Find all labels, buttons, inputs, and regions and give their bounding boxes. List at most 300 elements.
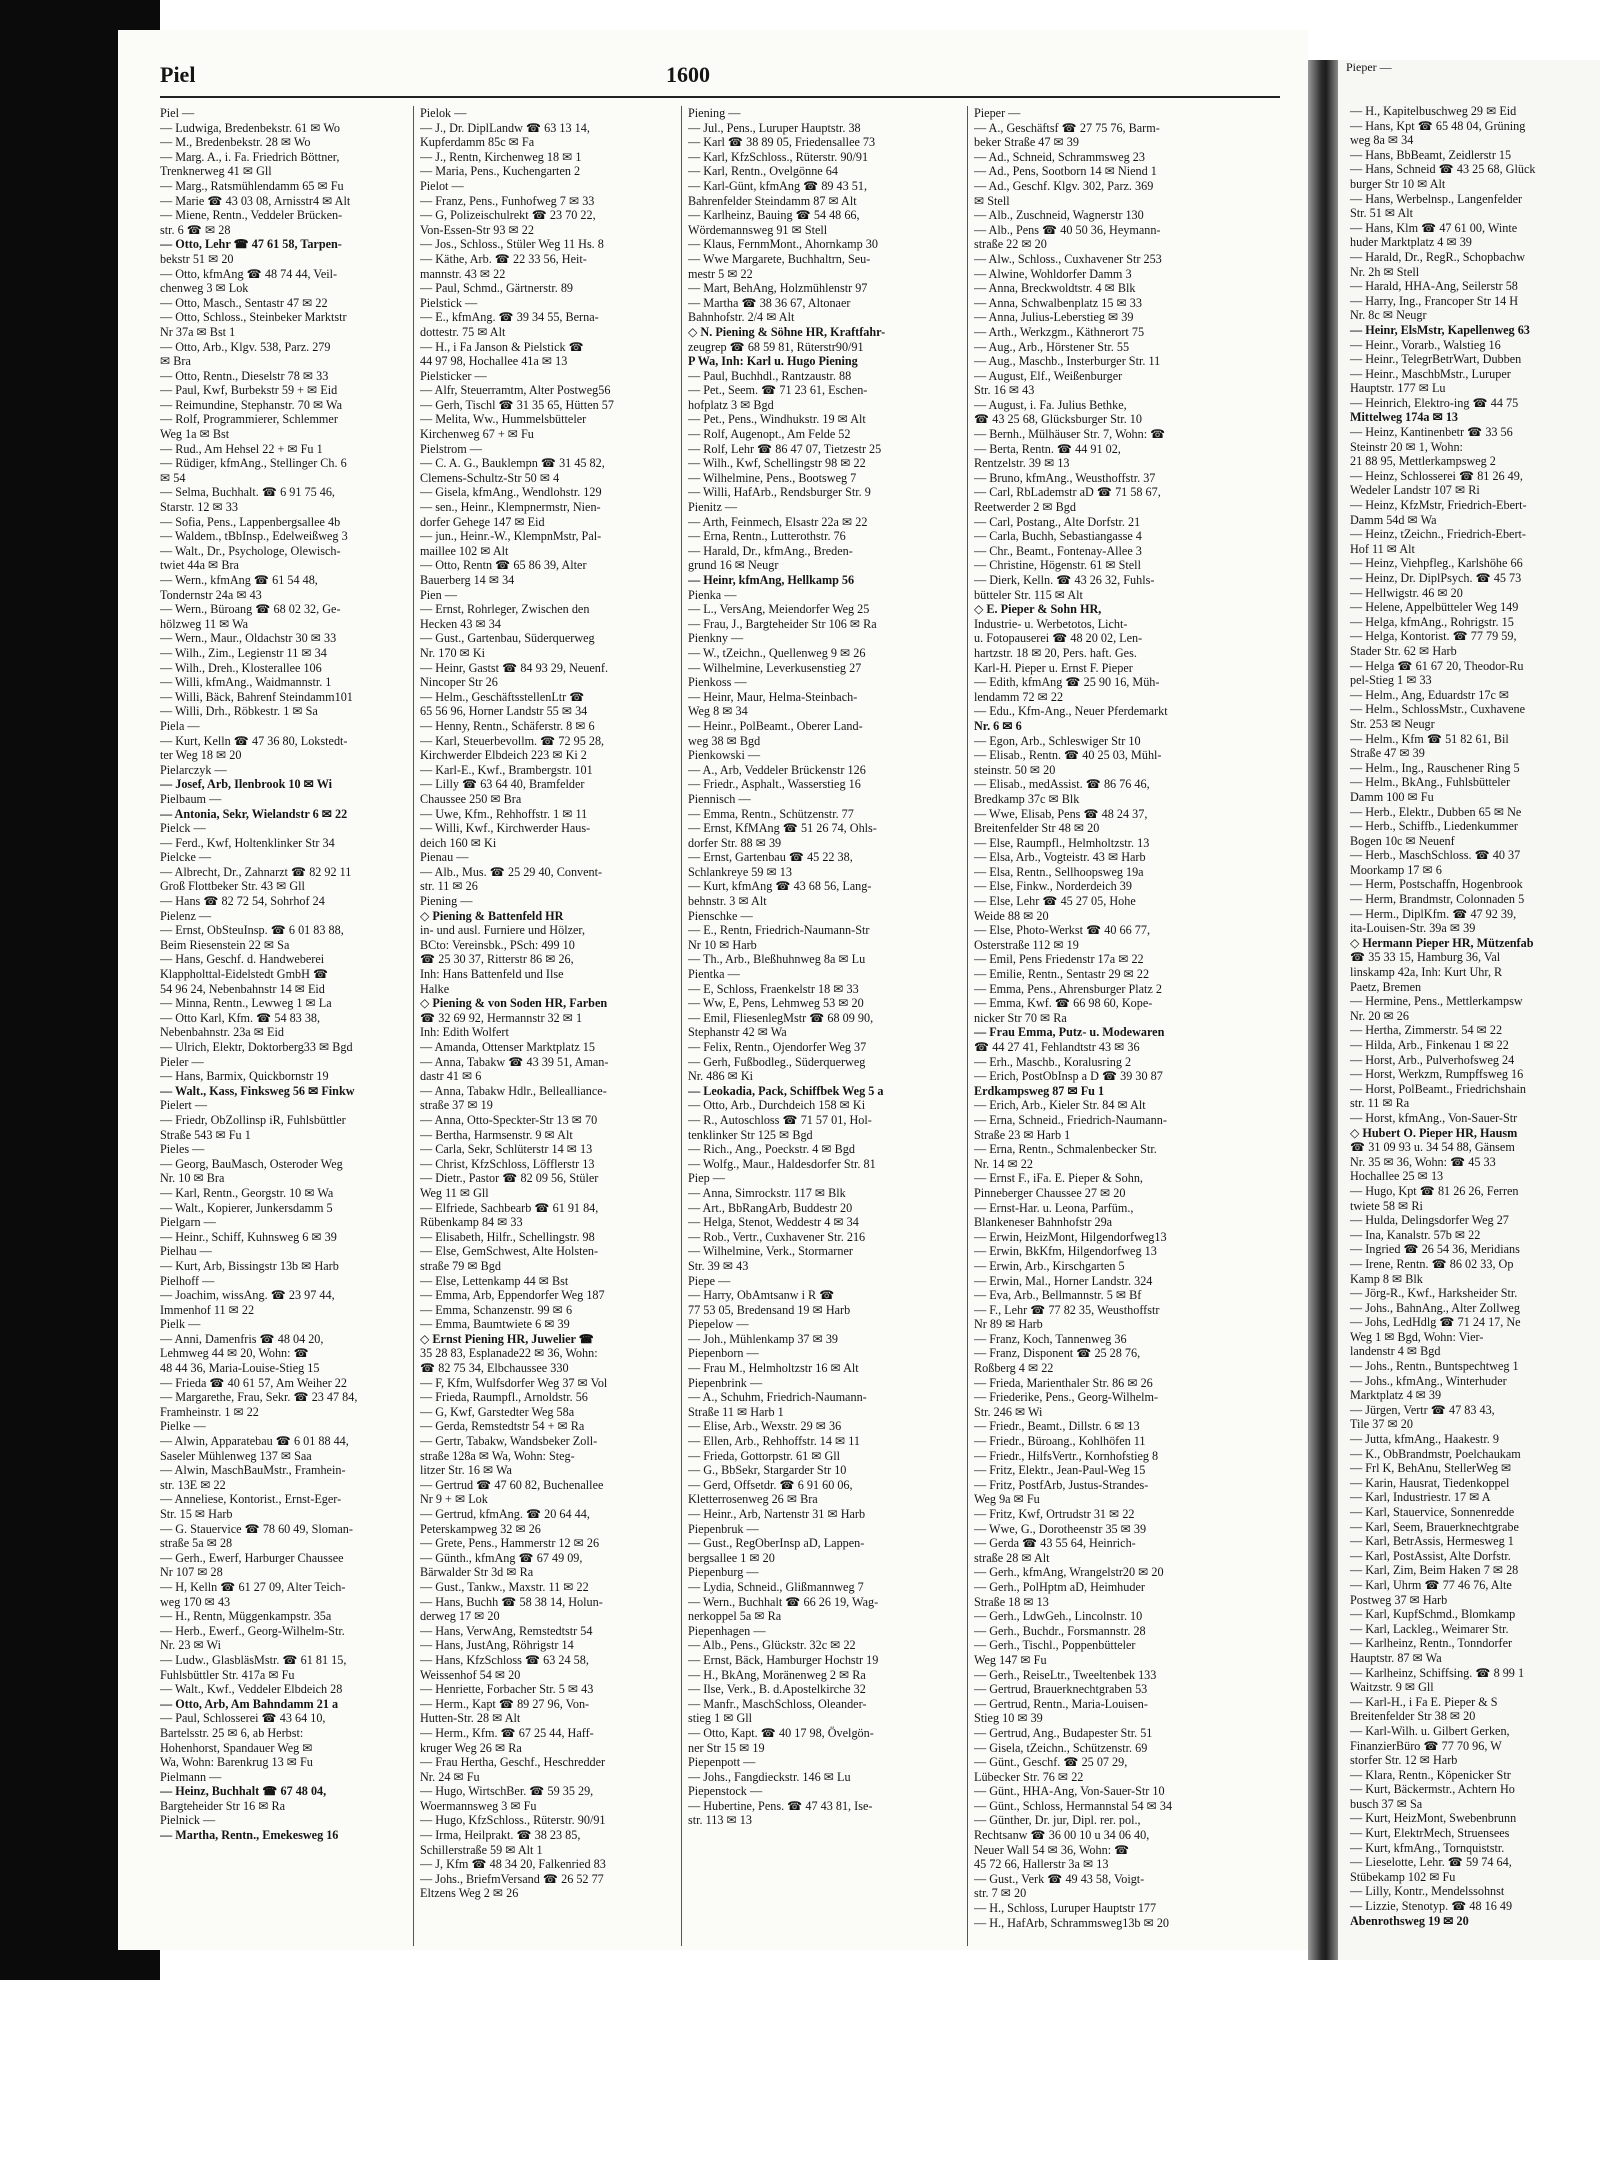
directory-entry: — Anna, Simrockstr. 117 ✉ Blk xyxy=(688,1185,846,1200)
directory-entry: twiet 44a ✉ Bra xyxy=(160,558,239,573)
directory-entry: — Ludwiga, Bredenbekstr. 61 ✉ Wo xyxy=(160,120,340,135)
facing-directory-entry: ◇ Hermann Pieper HR, Mützenfab xyxy=(1350,935,1534,950)
directory-entry: — Paul, Kwf, Burbekstr 59 + ✉ Eid xyxy=(160,383,338,398)
directory-entry: — Irma, Heilprakt. ☎ 38 23 85, xyxy=(420,1828,581,1843)
directory-entry: Pielgarn — xyxy=(160,1215,216,1230)
directory-entry: — Edith, kfmAng ☎ 25 90 16, Müh- xyxy=(974,675,1160,690)
facing-directory-entry: — Heinrich, Elektro-ing ☎ 44 75 xyxy=(1350,395,1519,410)
directory-entry: — Selma, Buchhalt. ☎ 6 91 75 46, xyxy=(160,485,335,500)
facing-directory-entry: — Karlheinz, Rentn., Tonndorfer xyxy=(1350,1636,1513,1651)
directory-entry: — Henriette, Forbacher Str. 5 ✉ 43 xyxy=(420,1682,594,1697)
directory-entry: — Karlheinz, Bauing ☎ 54 48 66, xyxy=(688,208,860,223)
facing-directory-entry: Kamp 8 ✉ Blk xyxy=(1350,1271,1423,1286)
facing-directory-entry: — Heinz, tZeichn., Friedrich-Ebert- xyxy=(1350,527,1526,542)
directory-entry: Bartelsstr. 25 ✉ 6, ab Herbst: xyxy=(160,1725,304,1740)
directory-entry: — Pet., Pens., Windhukstr. 19 ✉ Alt xyxy=(688,412,866,427)
directory-entry: — Hans, VerwAng, Remstedtstr 54 xyxy=(420,1623,593,1638)
directory-entry: chenweg 3 ✉ Lok xyxy=(160,281,249,296)
directory-entry: — Gerh., PolHptm aD, Heimhuder xyxy=(974,1579,1145,1594)
directory-entry: Str. 16 ✉ 43 xyxy=(974,383,1035,398)
directory-entry: straße 79 ✉ Bgd xyxy=(420,1258,501,1273)
directory-entry: — A., Arb, Veddeler Brückenstr 126 xyxy=(688,762,866,777)
directory-entry: — Wern., Maur., Oldachstr 30 ✉ 33 xyxy=(160,631,337,646)
directory-entry: zeugrep ☎ 68 59 81, Rüterstr90/91 xyxy=(688,339,864,354)
directory-entry: — Hans ☎ 82 72 54, Sohrhof 24 xyxy=(160,894,325,909)
directory-entry: — E., kfmAng. ☎ 39 34 55, Berna- xyxy=(420,310,599,325)
directory-entry: — Fritz, PostfArb, Justus-Strandes- xyxy=(974,1477,1149,1492)
directory-entry: Pielert — xyxy=(160,1098,208,1113)
directory-entry: — Joh., Mühlenkamp 37 ✉ 39 xyxy=(688,1331,839,1346)
facing-directory-entry: — Heinz, Kantinenbetr ☎ 33 56 xyxy=(1350,425,1513,440)
directory-entry: — Erh., Maschb., Koralusring 2 xyxy=(974,1054,1132,1069)
facing-directory-entry: FinanzierBüro ☎ 77 70 96, W xyxy=(1350,1738,1502,1753)
facing-directory-entry: — Hans, Klm ☎ 47 61 00, Winte xyxy=(1350,220,1518,235)
facing-directory-entry: ☎ 31 09 93 u. 34 54 88, Gänsem xyxy=(1350,1140,1515,1155)
directory-entry: — Ilse, Verk., B. d.Apostelkirche 32 xyxy=(688,1682,866,1697)
directory-entry: — Paul, Schmd., Gärtnerstr. 89 xyxy=(420,281,574,296)
directory-entry: steinstr. 50 ✉ 20 xyxy=(974,762,1056,777)
directory-entry: — Anna, Tabakw Hdlr., Bellealliance- xyxy=(420,1083,607,1098)
directory-entry: Clemens-Schultz-Str 50 ✉ 4 xyxy=(420,470,560,485)
directory-entry: — Emma, Schanzenstr. 99 ✉ 6 xyxy=(420,1302,573,1317)
facing-directory-entry: — Harry, Ing., Francoper Str 14 H xyxy=(1350,293,1519,308)
directory-entry: — Alb., Mus. ☎ 25 29 40, Convent- xyxy=(420,864,603,879)
facing-directory-entry: — Horst, kfmAng., Von-Sauer-Str xyxy=(1350,1110,1518,1125)
facing-directory-entry: Straße 47 ✉ 39 xyxy=(1350,746,1425,761)
directory-entry: — Gertrud, Rentn., Maria-Louisen- xyxy=(974,1696,1148,1711)
directory-entry: — Gerh., Ewerf, Harburger Chaussee xyxy=(160,1550,344,1565)
directory-entry: — Hans, KfzSchloss ☎ 63 24 58, xyxy=(420,1652,589,1667)
directory-entry: behnstr. 3 ✉ Alt xyxy=(688,894,767,909)
directory-entry: — Antonia, Sekr, Wielandstr 6 ✉ 22 xyxy=(160,806,348,821)
directory-entry: — Johs., Fangdieckstr. 146 ✉ Lu xyxy=(688,1769,851,1784)
directory-entry: — Heinz, Buchhalt ☎ 67 48 04, xyxy=(160,1784,327,1799)
directory-entry: — Heinr., Schiff, Kuhnsweg 6 ✉ 39 xyxy=(160,1229,337,1244)
directory-entry: — H., HafArb, Schrammsweg13b ✉ 20 xyxy=(974,1915,1170,1930)
directory-entry: bergsallee 1 ✉ 20 xyxy=(688,1550,775,1565)
directory-entry: lendamm 72 ✉ 22 xyxy=(974,689,1064,704)
directory-entry: — A., Schuhm, Friedrich-Naumann- xyxy=(688,1390,867,1405)
directory-entry: — Waldem., tBbInsp., Edelweißweg 3 xyxy=(160,529,348,544)
directory-entry: Bauerberg 14 ✉ 34 xyxy=(420,573,515,587)
directory-entry: — Georg, BauMasch, Osteroder Weg xyxy=(160,1156,343,1171)
directory-entry: — Hans, JustAng, Röhrigstr 14 xyxy=(420,1638,574,1653)
directory-entry: — Gerh., Tischl., Poppenbütteler xyxy=(974,1638,1136,1653)
directory-entry: weg 38 ✉ Bgd xyxy=(688,733,761,748)
directory-entry: Hohenhorst, Spandauer Weg ✉ xyxy=(160,1740,313,1755)
directory-entry: — Emma, Pens., Ahrensburger Platz 2 xyxy=(974,981,1162,996)
directory-entry: — Carla, Buchh, Sebastiangasse 4 xyxy=(974,529,1142,544)
directory-entry: Nr. 170 ✉ Ki xyxy=(420,645,486,660)
facing-directory-entry: — Kurt, Bäckermstr., Achtern Ho xyxy=(1350,1782,1515,1797)
directory-entry: — Egon, Arb., Schleswiger Str 10 xyxy=(974,733,1141,748)
facing-directory-entry: Weg 1 ✉ Bgd, Wohn: Vier- xyxy=(1350,1329,1484,1344)
directory-entry: Rechtsanw ☎ 36 00 10 u 34 06 40, xyxy=(974,1828,1150,1843)
directory-entry: — Ad., Geschf. Klgv. 302, Parz. 369 xyxy=(974,178,1154,193)
facing-directory-entry: — Ingried ☎ 26 54 36, Meridians xyxy=(1350,1242,1520,1257)
directory-entry: — Erwin, Arb., Kirschgarten 5 xyxy=(974,1258,1125,1273)
facing-directory-entry: Nr. 20 ✉ 26 xyxy=(1350,1008,1409,1023)
facing-directory-entry: — Hellwigstr. 46 ✉ 20 xyxy=(1350,585,1463,600)
directory-entry: Pienau — xyxy=(420,850,469,865)
facing-directory-entry: ◇ Hubert O. Pieper HR, Hausm xyxy=(1350,1125,1518,1140)
directory-entry: — Ulrich, Elektr, Doktorberg33 ✉ Bgd xyxy=(160,1040,353,1054)
facing-directory-entry: — Johs., BahnAng., Alter Zollweg xyxy=(1350,1300,1520,1315)
directory-entry: — Wilh., Dreh., Klosterallee 106 xyxy=(160,660,322,675)
directory-entry: mannstr. 43 ✉ 22 xyxy=(420,266,506,281)
directory-entry: — Uwe, Kfm., Rehhoffstr. 1 ✉ 11 xyxy=(420,806,588,821)
facing-directory-entry: — Horst, PolBeamt., Friedrichshain xyxy=(1350,1081,1527,1096)
directory-entry: 77 53 05, Bredensand 19 ✉ Harb xyxy=(688,1302,851,1317)
directory-entry: Nr 9 + ✉ Lok xyxy=(420,1492,488,1507)
directory-entry: Straße 23 ✉ Harb 1 xyxy=(974,1127,1071,1142)
facing-directory-entry: — Jutta, kfmAng., Haakestr. 9 xyxy=(1350,1432,1499,1447)
facing-directory-entry: Stübekamp 102 ✉ Fu xyxy=(1350,1869,1456,1884)
directory-entry: Nincoper Str 26 xyxy=(420,675,498,690)
directory-entry: — Amanda, Ottenser Marktplatz 15 xyxy=(420,1040,595,1054)
facing-directory-entry: — Herb., MaschSchloss. ☎ 40 37 xyxy=(1350,848,1521,863)
directory-entry: — Wilhelmine, Pens., Bootsweg 7 xyxy=(688,470,857,485)
directory-entry: — Otto, kfmAng ☎ 48 74 44, Veil- xyxy=(160,266,338,281)
directory-entry: — Emma, Rentn., Schützenstr. 77 xyxy=(688,806,854,821)
directory-entry: — Gust., Verk ☎ 49 43 58, Voigt- xyxy=(974,1871,1145,1886)
facing-directory-entry: — Hulda, Delingsdorfer Weg 27 xyxy=(1350,1213,1509,1228)
facing-directory-entry: burger Str 10 ✉ Alt xyxy=(1350,176,1446,191)
directory-entry: 35 28 83, Esplanade22 ✉ 36, Wohn: xyxy=(420,1346,598,1361)
directory-entry: — Karl-Günt, kfmAng ☎ 89 43 51, xyxy=(688,178,868,193)
directory-entry: — Wilh., Zim., Legienstr 11 ✉ 34 xyxy=(160,645,327,660)
directory-entry: — Anna, Schwalbenplatz 15 ✉ 33 xyxy=(974,295,1142,310)
directory-entry: — H., BkAng, Moränenweg 2 ✉ Ra xyxy=(688,1667,866,1682)
directory-entry: ☎ 25 30 37, Ritterstr 86 ✉ 26, xyxy=(420,952,574,967)
directory-entry: — Elisab., medAssist. ☎ 86 76 46, xyxy=(974,777,1150,792)
directory-entry: litzer Str. 16 ✉ Wa xyxy=(420,1463,512,1478)
facing-directory-entry: — Karl-Wilh. u. Gilbert Gerken, xyxy=(1350,1723,1510,1738)
directory-entry: Pielot — xyxy=(420,178,464,193)
directory-entry: — Wilhelmine, Leverkusenstieg 27 xyxy=(688,660,862,675)
facing-directory-entry: — Karl, Industriestr. 17 ✉ A xyxy=(1350,1490,1491,1505)
facing-directory-entry: Str. 51 ✉ Alt xyxy=(1350,206,1414,221)
directory-entry: — Emilie, Rentn., Sentastr 29 ✉ 22 xyxy=(974,967,1150,982)
directory-entry: — Carla, Sekr, Schlüterstr 14 ✉ 13 xyxy=(420,1142,593,1157)
directory-entry: — jun., Heinr.-W., KlempnMstr, Pal- xyxy=(420,529,602,544)
directory-entry: Blankeneser Bahnhofstr 29a xyxy=(974,1215,1113,1230)
directory-entry: — C. A. G., Bauklempn ☎ 31 45 82, xyxy=(420,456,605,471)
directory-entry: Pienkowski — xyxy=(688,748,761,763)
directory-entry: Pielcke — xyxy=(160,850,212,865)
directory-entry: bekstr 51 ✉ 20 xyxy=(160,251,234,266)
directory-entry: — Rolf, Programmierer, Schlemmer xyxy=(160,412,338,427)
directory-entry: — Otto, Masch., Sentastr 47 ✉ 22 xyxy=(160,295,328,310)
directory-entry: — Frau Emma, Putz- u. Modewaren xyxy=(974,1025,1165,1040)
directory-entry: Kirchenweg 67 + ✉ Fu xyxy=(420,427,534,442)
directory-entry: Pielhau — xyxy=(160,1244,212,1259)
directory-entry: — Frau M., Helmholtzstr 16 ✉ Alt xyxy=(688,1361,859,1376)
directory-entry: — Walt., Dr., Psychologe, Olewisch- xyxy=(160,543,341,558)
directory-entry: Pientka — xyxy=(688,967,740,982)
directory-entry: Piening — xyxy=(688,106,741,120)
directory-entry: — Ernst, Bäck, Hamburger Hochstr 19 xyxy=(688,1652,879,1667)
directory-entry: — Franz, Pens., Funhofweg 7 ✉ 33 xyxy=(420,193,595,208)
directory-entry: ◇ Ernst Piening HR, Juwelier ☎ xyxy=(420,1331,594,1346)
directory-entry: — Anna, Breckwoldtstr. 4 ✉ Blk xyxy=(974,281,1136,296)
directory-entry: — H., Rentn, Müggenkampstr. 35a xyxy=(160,1609,332,1624)
directory-entry: — Grete, Pens., Hammerstr 12 ✉ 26 xyxy=(420,1536,600,1551)
directory-entry: — Gerh., kfmAng, Wrangelstr20 ✉ 20 xyxy=(974,1565,1164,1580)
directory-entry: ◇ E. Pieper & Sohn HR, xyxy=(974,602,1102,617)
directory-entry: — Karl, KfzSchloss., Rüterstr. 90/91 xyxy=(688,149,869,164)
directory-entry: Pielke — xyxy=(160,1419,206,1434)
directory-entry: Pienschke — xyxy=(688,908,753,923)
directory-entry: — Karl, Rentn., Georgstr. 10 ✉ Wa xyxy=(160,1185,334,1200)
facing-page-head: Pieper — xyxy=(1346,60,1392,74)
directory-entry: — Felix, Rentn., Ojendorfer Weg 37 xyxy=(688,1040,867,1054)
directory-entry: Bahrenfelder Steindamm 87 ✉ Alt xyxy=(688,193,857,208)
directory-entry: — Wern., kfmAng ☎ 61 54 48, xyxy=(160,573,318,587)
directory-entry: — Otto, Arb., Klgv. 538, Parz. 279 xyxy=(160,339,331,354)
directory-entry: ☎ 44 27 41, Fehlandtstr 43 ✉ 36 xyxy=(974,1040,1140,1054)
facing-directory-entry: pel-Stieg 1 ✉ 33 xyxy=(1350,673,1432,688)
directory-entry: — Heinr, Maur, Helma-Steinbach- xyxy=(688,689,858,704)
directory-entry: Stephanstr 42 ✉ Wa xyxy=(688,1025,787,1040)
directory-entry: — Ellen, Arb., Rehhoffstr. 14 ✉ 11 xyxy=(688,1434,861,1449)
facing-directory-entry: — K., ObBrandmstr, Poelchaukam xyxy=(1350,1446,1521,1461)
facing-directory-entry: — Heinz, KfzMstr, Friedrich-Ebert- xyxy=(1350,498,1527,513)
directory-entry: — Ad., Pens, Sootborn 14 ✉ Niend 1 xyxy=(974,164,1157,179)
facing-directory-entry: — Heinz, Viehpfleg., Karlshöhe 66 xyxy=(1350,556,1523,571)
directory-entry: — Frieda, Raumpfl., Arnoldstr. 56 xyxy=(420,1390,588,1405)
column-divider xyxy=(967,106,968,1946)
directory-entry: Nr. 24 ✉ Fu xyxy=(420,1769,480,1784)
directory-entry: kruger Weg 26 ✉ Ra xyxy=(420,1740,522,1755)
directory-entry: — Harald, Dr., kfmAng., Breden- xyxy=(688,543,853,558)
directory-entry: Piepenpott — xyxy=(688,1755,756,1770)
directory-entry: Inh: Hans Battenfeld und Ilse xyxy=(420,967,564,982)
directory-entry: Straße 18 ✉ 13 xyxy=(974,1594,1049,1609)
facing-directory-entry: — Helm., Ing., Rauschener Ring 5 xyxy=(1350,760,1520,775)
directory-column-1 xyxy=(160,106,406,1946)
directory-entry: — E., Rentn, Friedrich-Naumann-Str xyxy=(688,923,870,938)
directory-entry: straße 22 ✉ 20 xyxy=(974,237,1047,252)
directory-entry: — Hans, Barmix, Quickbornstr 19 xyxy=(160,1069,329,1084)
facing-directory-entry: — Karl, Zim, Beim Haken 7 ✉ 28 xyxy=(1350,1563,1519,1578)
directory-entry: — Gerh., ReiseLtr., Tweeltenbek 133 xyxy=(974,1667,1157,1682)
directory-entry: Piel — xyxy=(160,106,195,120)
directory-entry: — Anna, Tabakw ☎ 43 39 51, Aman- xyxy=(420,1054,609,1069)
directory-entry: Trenknerweg 41 ✉ Gll xyxy=(160,164,272,179)
directory-entry: — Gerh, Fußbodleg., Süderquerweg xyxy=(688,1054,866,1069)
directory-entry: Hecken 43 ✉ 34 xyxy=(420,616,501,631)
directory-entry: — Karl, Rentn., Ovelgönne 64 xyxy=(688,164,838,179)
directory-entry: Woermannsweg 3 ✉ Fu xyxy=(420,1798,537,1813)
facing-directory-entry: — Helm., Kfm ☎ 51 82 61, Bil xyxy=(1350,731,1509,746)
directory-entry: — Erna, Rentn., Lutterothstr. 76 xyxy=(688,529,846,544)
directory-entry: — Willi, HafArb., Rendsburger Str. 9 xyxy=(688,485,871,500)
directory-entry: ☎ 32 69 92, Hermannstr 32 ✉ 1 xyxy=(420,1010,583,1025)
directory-entry: — G, Polizeischulrekt ☎ 23 70 22, xyxy=(420,208,596,223)
facing-directory-entry: — Irene, Rentn. ☎ 86 02 33, Op xyxy=(1350,1256,1514,1271)
directory-entry: derweg 17 ✉ 20 xyxy=(420,1609,500,1624)
facing-directory-entry: — Helm., SchlossMstr., Cuxhavene xyxy=(1350,702,1526,717)
directory-entry: Nr 37a ✉ Bst 1 xyxy=(160,324,236,339)
facing-directory-entry: — Lieselotte, Lehr. ☎ 59 74 64, xyxy=(1350,1855,1512,1870)
directory-entry: — A., Geschäftsf ☎ 27 75 76, Barm- xyxy=(974,120,1160,135)
facing-directory-entry: — Hans, Kpt ☎ 65 48 04, Grüning xyxy=(1350,118,1526,133)
facing-directory-entry: — Hans, Schneid ☎ 43 25 68, Glück xyxy=(1350,162,1536,177)
directory-entry: Piennisch — xyxy=(688,791,751,806)
facing-directory-entry: Nr. 2h ✉ Stell xyxy=(1350,264,1420,279)
directory-entry: Tondernstr 24a ✉ 43 xyxy=(160,587,262,602)
directory-entry: — Emil, FliesenlegMstr ☎ 68 09 90, xyxy=(688,1010,874,1025)
directory-entry: — Mart, BehAng, Holzmühlenstr 97 xyxy=(688,281,868,296)
directory-entry: Inh: Edith Wolfert xyxy=(420,1025,509,1040)
directory-entry: 65 56 96, Horner Landstr 55 ✉ 34 xyxy=(420,704,588,719)
directory-entry: dorfer Gehege 147 ✉ Eid xyxy=(420,514,545,529)
directory-entry: Pielhoff — xyxy=(160,1273,215,1288)
facing-directory-entry: twiete 58 ✉ Ri xyxy=(1350,1198,1423,1213)
book-gutter xyxy=(1308,60,1338,1960)
directory-entry: — Maria, Pens., Kuchengarten 2 xyxy=(420,164,581,179)
directory-entry: — Th., Arb., Bleßhuhnweg 8a ✉ Lu xyxy=(688,952,866,967)
directory-entry: — Else, Photo-Werkst ☎ 40 66 77, xyxy=(974,923,1151,938)
facing-directory-entry: — Karl-H., i Fa E. Pieper & S xyxy=(1350,1694,1498,1709)
directory-entry: u. Fotopauserei ☎ 48 20 02, Len- xyxy=(974,631,1143,646)
directory-entry: Str. 39 ✉ 43 xyxy=(688,1258,749,1273)
directory-entry: — Alwin, Apparatebau ☎ 6 01 88 44, xyxy=(160,1434,349,1449)
directory-entry: — Joachim, wissAng. ☎ 23 97 44, xyxy=(160,1288,335,1303)
directory-entry: — Franz, Disponent ☎ 25 28 76, xyxy=(974,1346,1141,1361)
directory-entry: Pielsticker — xyxy=(420,368,487,383)
directory-entry: — Gerh., LdwGeh., Lincolnstr. 10 xyxy=(974,1609,1143,1624)
directory-entry: — Manfr., MaschSchloss, Oleander- xyxy=(688,1696,867,1711)
facing-directory-entry: Mittelweg 174a ✉ 13 xyxy=(1350,410,1459,425)
facing-directory-entry: — Heinz, Dr. DiplPsych. ☎ 45 73 xyxy=(1350,571,1522,585)
directory-entry: — Rolf, Lehr ☎ 86 47 07, Tietzestr 25 xyxy=(688,441,882,456)
directory-entry: — Wwe, Elisab, Pens ☎ 48 24 37, xyxy=(974,806,1148,821)
directory-entry: — Ww, E, Pens, Lehmweg 53 ✉ 20 xyxy=(688,996,864,1011)
directory-entry: — Friedr., Asphalt., Wasserstieg 16 xyxy=(688,777,861,792)
directory-entry: Wa, Wohn: Barenkrug 13 ✉ Fu xyxy=(160,1755,313,1770)
directory-entry: — Gertrud, kfmAng. ☎ 20 64 44, xyxy=(420,1507,590,1521)
facing-directory-entry: Str. 253 ✉ Neugr xyxy=(1350,716,1435,731)
directory-entry: beker Straße 47 ✉ 39 xyxy=(974,135,1079,150)
directory-entry: — Wwe Margarete, Buchhaltrn, Seu- xyxy=(688,251,871,266)
facing-directory-entry: — Hilda, Arb., Finkenau 1 ✉ 22 xyxy=(1350,1038,1509,1052)
directory-entry: — Minna, Rentn., Lewweg 1 ✉ La xyxy=(160,996,332,1011)
directory-entry: — Gerd, Offsetdr. ☎ 6 91 60 06, xyxy=(688,1477,853,1492)
directory-entry: Kletterrosenweg 26 ✉ Bra xyxy=(688,1492,818,1507)
directory-entry: — Else, Finkw., Norderdeich 39 xyxy=(974,879,1132,894)
directory-entry: Industrie- u. Werbetotos, Licht- xyxy=(974,616,1128,631)
directory-entry: — Gerh., Buchdr., Forsmannstr. 28 xyxy=(974,1623,1146,1638)
directory-entry: ✉ Bra xyxy=(160,354,191,369)
directory-entry: dottestr. 75 ✉ Alt xyxy=(420,324,506,339)
facing-directory-entry: — Hans, Werbelnsp., Langenfelder xyxy=(1350,191,1523,206)
directory-entry: Halke xyxy=(420,981,450,996)
directory-entry: maillee 102 ✉ Alt xyxy=(420,543,509,558)
directory-entry: Nr 107 ✉ 28 xyxy=(160,1565,223,1580)
directory-entry: Pielenz — xyxy=(160,908,212,923)
directory-entry: Nr 89 ✉ Harb xyxy=(974,1317,1043,1332)
directory-entry: Nr 10 ✉ Harb xyxy=(688,937,757,952)
directory-entry: dorfer Str. 88 ✉ 39 xyxy=(688,835,782,850)
directory-entry: Weg 9a ✉ Fu xyxy=(974,1492,1040,1507)
directory-entry: — Elisabeth, Hilfr., Schellingstr. 98 xyxy=(420,1229,595,1244)
directory-entry: Bärwalder Str 3d ✉ Ra xyxy=(420,1565,534,1580)
directory-entry: — Erwin, Mal., Horner Landstr. 324 xyxy=(974,1273,1153,1288)
running-head-name: Piel xyxy=(160,62,196,87)
directory-entry: — Alwine, Wohldorfer Damm 3 xyxy=(974,266,1132,281)
facing-directory-entry: — Johs, LedHdlg ☎ 71 24 17, Ne xyxy=(1350,1315,1521,1330)
facing-page-column xyxy=(1350,104,1600,1928)
directory-entry: Weissenhof 54 ✉ 20 xyxy=(420,1667,521,1682)
directory-entry: — Gisela, kfmAng., Wendlohstr. 129 xyxy=(420,485,602,500)
facing-directory-entry: Tile 37 ✉ 20 xyxy=(1350,1417,1413,1432)
facing-directory-entry: — Harald, HHA-Ang, Seilerstr 58 xyxy=(1350,279,1518,294)
directory-entry: — Otto Karl, Kfm. ☎ 54 83 38, xyxy=(160,1010,321,1025)
facing-directory-entry: — Frl K, BehAnu, StellerWeg ✉ xyxy=(1350,1461,1512,1476)
directory-entry: — Alb., Pens., Glückstr. 32c ✉ 22 xyxy=(688,1638,856,1653)
directory-entry: 48 44 36, Maria-Louise-Stieg 15 xyxy=(160,1361,320,1376)
directory-entry: — E, Schloss, Fraenkelstr 18 ✉ 33 xyxy=(688,981,859,996)
directory-entry: Pielarczyk — xyxy=(160,762,227,777)
facing-directory-entry: — Hermine, Pens., Mettlerkampsw xyxy=(1350,994,1523,1009)
directory-entry: — Aug., Arb., Hörstener Str. 55 xyxy=(974,339,1130,354)
facing-directory-entry: — Johs., kfmAng., Winterhuder xyxy=(1350,1373,1507,1388)
facing-directory-entry: — Karlheinz, Schiffsing. ☎ 8 99 1 xyxy=(1350,1665,1525,1680)
directory-entry: Fuhlsbüttler Str. 417a ✉ Fu xyxy=(160,1667,295,1682)
directory-entry: — Gust., RegOberInsp aD, Lappen- xyxy=(688,1536,865,1551)
directory-entry: grund 16 ✉ Neugr xyxy=(688,558,779,573)
directory-entry: — Bernh., Mülhäuser Str. 7, Wohn: ☎ xyxy=(974,427,1166,442)
directory-entry: — Eva, Arb., Bellmannstr. 5 ✉ Bf xyxy=(974,1288,1142,1303)
directory-entry: — Erwin, BkKfm, Hilgendorfweg 13 xyxy=(974,1244,1157,1259)
directory-entry: — Klaus, FernmMont., Ahornkamp 30 xyxy=(688,237,878,252)
directory-entry: — Gerh, Tischl ☎ 31 35 65, Hütten 57 xyxy=(420,397,614,412)
directory-entry: Pien — xyxy=(420,587,457,602)
directory-entry: — Otto, Lehr ☎ 47 61 58, Tarpen- xyxy=(160,237,342,252)
directory-entry: — Rud., Am Hehsel 22 + ✉ Fu 1 xyxy=(160,441,323,456)
directory-entry: — Günt., Geschf. ☎ 25 07 29, xyxy=(974,1755,1128,1770)
directory-entry: — Leokadia, Pack, Schiffbek Weg 5 a xyxy=(688,1083,884,1098)
directory-entry: — Günth., kfmAng ☎ 67 49 09, xyxy=(420,1550,583,1565)
directory-entry: — Ernst-Har. u. Leona, Parfüm., xyxy=(974,1200,1134,1215)
directory-entry: — Miene, Rentn., Veddeler Brücken- xyxy=(160,208,343,223)
directory-entry: — Gerda ☎ 43 55 64, Heinrich- xyxy=(974,1536,1136,1551)
directory-entry: — August, i. Fa. Julius Bethke, xyxy=(974,397,1127,412)
directory-entry: Stieg 10 ✉ 39 xyxy=(974,1711,1043,1726)
directory-entry: — Melita, Ww., Hummelsbütteler xyxy=(420,412,587,427)
directory-entry: Piela — xyxy=(160,718,200,733)
facing-directory-entry: — Herb., Elektr., Dubben 65 ✉ Ne xyxy=(1350,804,1522,819)
directory-entry: — Erich, PostObInsp a D ☎ 39 30 87 xyxy=(974,1069,1163,1084)
facing-directory-entry: ita-Louisen-Str. 39a ✉ 39 xyxy=(1350,921,1476,936)
directory-entry: Nr. 6 ✉ 6 xyxy=(974,718,1022,733)
directory-entry: — Frieda, Gottorpstr. 61 ✉ Gll xyxy=(688,1448,841,1463)
directory-entry: — Ad., Schneid, Schrammsweg 23 xyxy=(974,149,1145,164)
directory-entry: — Helm., GeschäftsstellenLtr ☎ xyxy=(420,689,585,704)
directory-entry: — Alwin, MaschBauMstr., Framhein- xyxy=(160,1463,346,1478)
directory-entry: — Marg. A., i. Fa. Friedrich Böttner, xyxy=(160,149,340,164)
directory-entry: — Kurt, Kelln ☎ 47 36 80, Lokstedt- xyxy=(160,733,348,748)
directory-entry: Pienitz — xyxy=(688,500,738,515)
directory-entry: Pielck — xyxy=(160,821,206,836)
page-number: 1600 xyxy=(666,62,710,87)
directory-column-2 xyxy=(420,106,674,1946)
directory-entry: ◇ Piening & von Soden HR, Farben xyxy=(420,996,608,1011)
directory-entry: — Otto, Kapt. ☎ 40 17 98, Övelgön- xyxy=(688,1725,874,1740)
directory-entry: — Ernst, Gartenbau ☎ 45 22 38, xyxy=(688,850,853,865)
